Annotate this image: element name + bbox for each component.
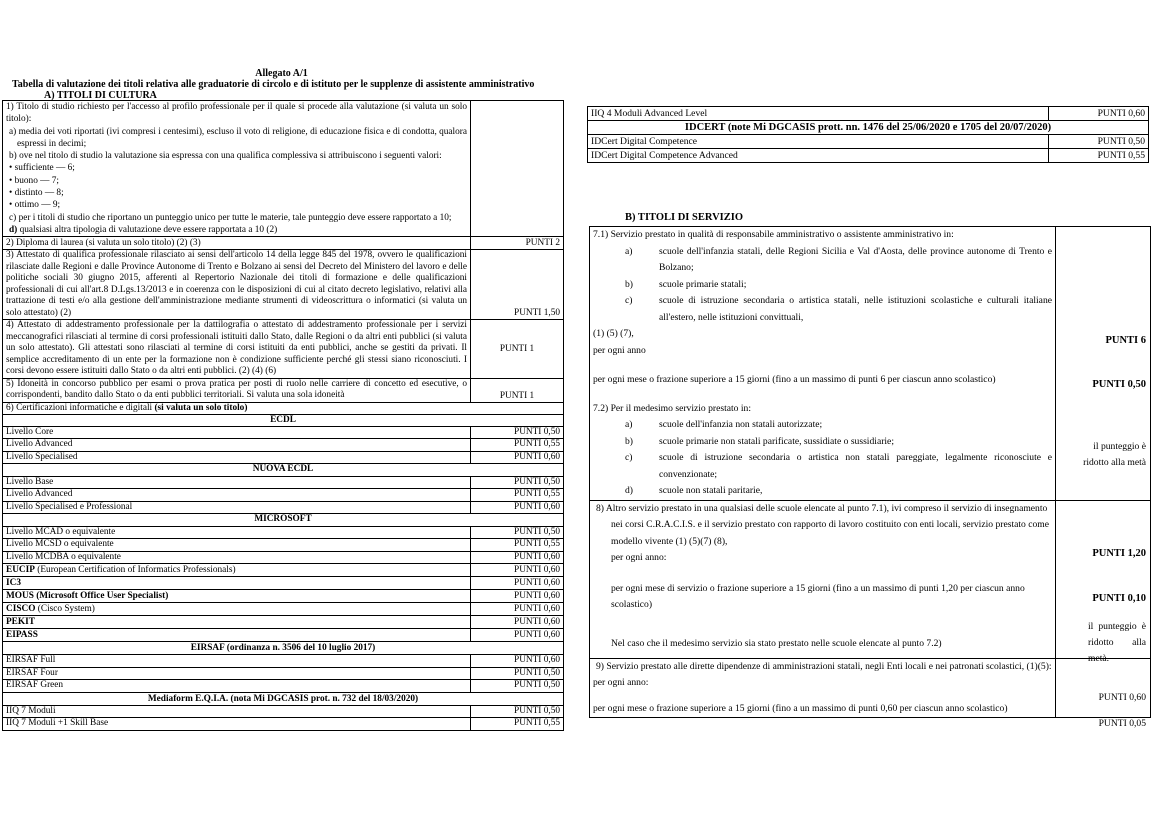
page-title: Allegato A/1 [255,68,308,79]
s72-d: scuole non statali paritarie, [659,485,763,496]
points-cell: PUNTI 0,60 [471,501,564,514]
s71-c: scuole di istruzione secondaria o artistica statali, nelle istituzioni scolastiche e culturali italiane all'estero, nelle istituzioni convittuali, [659,295,1052,323]
eirsaf-heading-row [3,642,564,655]
ic3-name: IC3 [6,578,21,589]
points-cell: PUNTI 0,50 [471,426,564,439]
section-a-table [2,100,564,731]
row-6-note: (si valuta un solo titolo) [154,402,248,413]
bullet-icon: • [9,163,13,174]
s8-per-anno: per ogni anno: [611,552,667,563]
item-label: a) [9,126,17,137]
nuova-ecdl-heading-row [3,464,564,477]
table-row [590,500,1151,659]
points-cell: PUNTI 0,50 [471,476,564,489]
s8-per-mese: per ogni mese di servizio o frazione superiore a 15 giorni (fino a un massimo di punti 1,20 per ciascun anno scolastico) [611,582,1025,610]
s72-c: scuole di istruzione secondaria o artistica non statali pareggiate, legalmente riconosciute e convenzionate; [659,452,1052,480]
s9-points-mese: PUNTI 0,05 [1098,718,1146,729]
points-cell: PUNTI 0,60 [471,451,564,464]
item-a: media dei voti riportati (ivi compresi i centesimi), escluso il voto di religione, di educazione fisica e di condotta, qualora espressi in decimi; [17,126,468,149]
ecdl-heading-row [3,414,564,426]
value-item: sufficiente — 6; [14,163,75,174]
row-3-text: 3) Attestato di qualifica professionale rilasciato ai sensi dell'articolo 14 della legge 845 del 1978, ovvero le qualificazioni rilasciate dalle Regioni e dalle Province Autonome di Trento e Bolzano ai sensi del Decreto del Ministero del lavoro e delle politiche sociali 30 giugno 2015, afferenti al Repertorio Nazionale dei titoli di formazione e delle qualificazioni professionali di cui all'art.8 D.Lgs.13/2013 e in coerenza con le disposizioni di cui al citato decreto legislativo, relativi alla trattazione di testi e/o alla gestione dell'amministrazione mediante strumenti di videoscrittura o informatici (si valuta un solo attestato) (2) [3,250,471,320]
mous-name: MOUS (Microsoft Office User Specialist) [6,591,169,602]
item-label: c) [9,212,17,223]
s8-nel-caso: Nel caso che il medesimo servizio sia stato prestato nelle scuole elencate al punto 7.2) [611,637,942,649]
cert-label: Livello Advanced [3,489,471,502]
item-c: per i titoli di studio che riportano un punteggio unico per tutte le materie, tale punteggio deve essere rapportato a 10; [18,212,452,223]
points-cell: PUNTI 0,60 [471,590,564,603]
idcert-heading-row [588,121,1149,135]
cert-label: Livello Specialised e Professional [3,501,471,514]
table-row [3,680,564,693]
table-row [3,250,564,320]
item-label: a) [625,245,633,257]
points-cell: PUNTI 0,50 [471,705,564,718]
item-label: c) [625,295,633,306]
points-cell: PUNTI 0,50 [471,526,564,539]
item-label: c) [625,452,633,463]
points-cell: PUNTI 0,55 [1049,149,1149,163]
table-row [3,378,564,402]
table-row [588,135,1149,149]
points-cell: PUNTI 0,55 [471,489,564,502]
s9-per-anno: per ogni anno: [593,677,649,688]
row-5-text: 5) Idoneità in concorso pubblico per esami o prova pratica per posti di ruolo nelle carriere di concetto ed esecutive, o corrispondenti, bandito dallo Stato o da enti pubblici territoriali. Si valuta una sola idoneità [3,378,471,402]
points-cell: PUNTI 0,60 [471,577,564,590]
cisco-label [3,603,471,616]
mediaform-heading: Mediaform E.Q.I.A. (nota Mi DGCASIS prot. n. 732 del 18/03/2020) [3,692,564,705]
item-b: ove nel titolo di studio la valutazione sia espressa con una qualifica complessiva si attribuiscono i seguenti valori: [19,151,442,162]
cert-label: EIRSAF Green [3,680,471,693]
table-row [3,101,564,237]
points-cell: PUNTI 1 [471,378,564,402]
service-7-points [1056,227,1151,501]
table-row [3,655,564,668]
s71-per-mese: per ogni mese o frazione superiore a 15 giorni (fino a un massimo di punti 6 per ciascun anno scolastico) [593,374,996,385]
pekit-label [3,616,471,629]
s9-points-anno: PUNTI 0,60 [1098,692,1146,703]
idcert-heading: IDCERT (note Mi DGCASIS prott. nn. 1476 del 25/06/2020 e 1705 del 20/07/2020) [588,121,1149,135]
points-cell: PUNTI 0,50 [471,667,564,680]
table-row [588,107,1149,121]
section-b-heading: B) TITOLI DI SERVIZIO [625,212,743,223]
table-row [3,603,564,616]
row-2-text: 2) Diploma di laurea (si valuta un solo titolo) (2) (3) [3,237,471,250]
s71-intro: 7.1) Servizio prestato in qualità di responsabile amministrativo o assistente amministrativo in: [593,229,954,240]
cert-label: IDCert Digital Competence [588,135,1049,149]
points-cell [471,101,564,237]
cert-label: EIRSAF Four [3,667,471,680]
row-4-text: 4) Attestato di addestramento professionale per la dattilografia o attestato di addestramento professionale per i servizi meccanografici rilasciati al termine di corsi professionali istituiti dallo Stato, dalle Regioni o da altri enti pubblici (si valuta un solo attestato). Gli attestati sono rilasciati al termine di corsi istituiti da enti pubblici, anche se gestiti da privati. Il semplice accreditamento di un ente per la formazione non è condizione sufficiente perché gli stessi siano riconosciuti. I corsi devono essere istituiti dallo Stato o da altri enti pubblici. (2) (4) (6) [3,320,471,379]
eucip-label [3,564,471,577]
section-b-table [589,226,1151,729]
cert-label: EIRSAF Full [3,655,471,668]
item-label: b) [625,278,633,290]
s71-a: scuole dell'infanzia statali, delle Regioni Sicilia e Val d'Aosta, delle province autonome di Trento e Bolzano; [659,245,1052,273]
microsoft-heading: MICROSOFT [3,514,564,527]
service-8-points [1056,500,1151,664]
table-subtitle: Tabella di valutazione dei titoli relativa alle graduatorie di circolo e di istituto per le supplenze di assistente amministrativo [12,79,535,90]
s71-per-anno: per ogni anno [593,344,646,356]
points-cell: PUNTI 2 [471,237,564,250]
cert-label: IIQ 7 Moduli +1 Skill Base [3,718,471,731]
cisco-desc: (Cisco System) [37,604,95,615]
cert-label: Livello MCSD o equivalente [3,539,471,552]
points-cell: PUNTI 1,50 [471,250,564,320]
s72-intro: 7.2) Per il medesimo servizio prestato in: [593,402,751,414]
service-9-points [1056,659,1151,729]
row-1-text [3,101,471,237]
service-9-text [590,659,1056,718]
eipass-label [3,629,471,642]
item-label: b) [9,151,17,162]
s71-points-mese: PUNTI 0,50 [1092,379,1146,390]
table-row [3,629,564,642]
item-label: d) [625,485,633,496]
table-row [590,659,1151,718]
cert-label: IIQ 7 Moduli [3,705,471,718]
table-row [588,149,1149,163]
points-cell: PUNTI 0,50 [471,680,564,693]
table-row [3,577,564,590]
bullet-icon: • [9,200,13,211]
s8-points-mese: PUNTI 0,10 [1092,592,1146,604]
cert-label: IDCert Digital Competence Advanced [588,149,1049,163]
table-row [3,501,564,514]
points-cell: PUNTI 0,55 [471,718,564,731]
table-row [3,237,564,250]
table-row [3,539,564,552]
points-cell: PUNTI 1 [471,320,564,379]
mediaform-heading-row [3,692,564,705]
table-row [3,489,564,502]
points-cell: PUNTI 0,60 [471,564,564,577]
cert-label: Livello MCDBA o equivalente [3,551,471,564]
s9-per-mese: per ogni mese o frazione superiore a 15 giorni (fino a un massimo di punti 0,60 per ciascun anno scolastico) [593,703,1008,714]
points-cell: PUNTI 0,60 [471,551,564,564]
ecdl-heading: ECDL [3,414,564,426]
table-row [3,590,564,603]
points-cell: PUNTI 0,60 [1049,107,1149,121]
item-label: d) [9,224,18,235]
s8-intro: 8) Altro servizio prestato in una qualsiasi delle scuole elencate al punto 7.1), ivi compreso il servizio di insegnamento nei corsi C.R.A.C.I.S. e il servizio prestato con rapporto di lavoro costituito con enti locali, servizio prestato come modello vivente (1) (5)(7) (8), [596,502,1050,547]
item-label: b) [625,435,633,447]
s8-note: il punteggio è ridotto alla metà. [1088,620,1146,664]
table-row [3,564,564,577]
cert-label: Livello Advanced [3,439,471,452]
value-item: buono — 7; [14,175,60,186]
points-cell: PUNTI 0,55 [471,439,564,452]
points-cell: PUNTI 0,50 [1049,135,1149,149]
table-row [3,718,564,731]
points-cell: PUNTI 0,60 [471,603,564,616]
table-row [3,426,564,439]
table-row [3,705,564,718]
points-cell: PUNTI 0,55 [471,539,564,552]
table-row [3,439,564,452]
service-8-text [590,500,1056,659]
value-item: distinto — 8; [14,188,64,199]
table-row [3,616,564,629]
section-a-heading: A) TITOLI DI CULTURA [44,90,157,101]
s72-note: il punteggio è ridotto alla metà [1083,441,1146,468]
points-cell: PUNTI 0,60 [471,655,564,668]
bullet-icon: • [9,175,13,186]
table-row [3,667,564,680]
table-row [3,476,564,489]
eirsaf-heading: EIRSAF (ordinanza n. 3506 del 10 luglio 2017) [3,642,564,655]
table-row [3,526,564,539]
s71-points-anno: PUNTI 6 [1105,335,1146,346]
s71-b: scuole primarie statali; [659,278,747,290]
cert-label: Livello Core [3,426,471,439]
value-item: ottimo — 9; [14,200,61,211]
table-row [3,402,564,414]
row-6-text [3,402,564,414]
s8-points-anno: PUNTI 1,20 [1092,547,1146,559]
points-cell: PUNTI 0,60 [471,629,564,642]
continuation-table [587,106,1149,163]
eucip-desc: (European Certification of Informatics Professionals) [37,565,236,576]
ic3-label [3,577,471,590]
points-cell: PUNTI 0,60 [471,616,564,629]
nuova-ecdl-heading: NUOVA ECDL [3,464,564,477]
item-d: qualsiasi altra tipologia di valutazione deve essere rapportata a 10 (2) [19,224,278,235]
bullet-icon: • [9,188,13,199]
row-1-intro: 1) Titolo di studio richiesto per l'accesso al profilo professionale per il quale si procede alla valutazione (si valuta un solo titolo): [6,102,467,125]
microsoft-heading-row [3,514,564,527]
s9-intro: 9) Servizio prestato alle dirette dipendenze di amministrazioni statali, negli Enti locali e nei patronati scolastici, (1)(5): [596,661,1052,672]
mous-label [3,590,471,603]
table-row [3,551,564,564]
pekit-name: PEKIT [6,617,35,628]
eipass-name: EIPASS [6,630,38,641]
s71-notes: (1) (5) (7), [593,328,634,339]
cisco-name: CISCO [6,604,36,615]
cert-label: Livello Base [3,476,471,489]
cert-label: IIQ 4 Moduli Advanced Level [588,107,1049,121]
table-row [590,227,1151,501]
row-6-label: 6) Certificazioni informatiche e digitali [6,402,153,413]
cert-label: Livello MCAD o equivalente [3,526,471,539]
table-row [3,320,564,379]
cert-label: Livello Specialised [3,451,471,464]
item-label: a) [625,419,633,430]
eucip-name: EUCIP [6,565,35,576]
s72-a: scuole dell'infanzia non statali autorizzate; [659,419,823,430]
table-row [3,451,564,464]
service-7-text [590,227,1056,501]
s72-b: scuole primarie non statali parificate, sussidiate o sussidiarie; [659,435,894,447]
